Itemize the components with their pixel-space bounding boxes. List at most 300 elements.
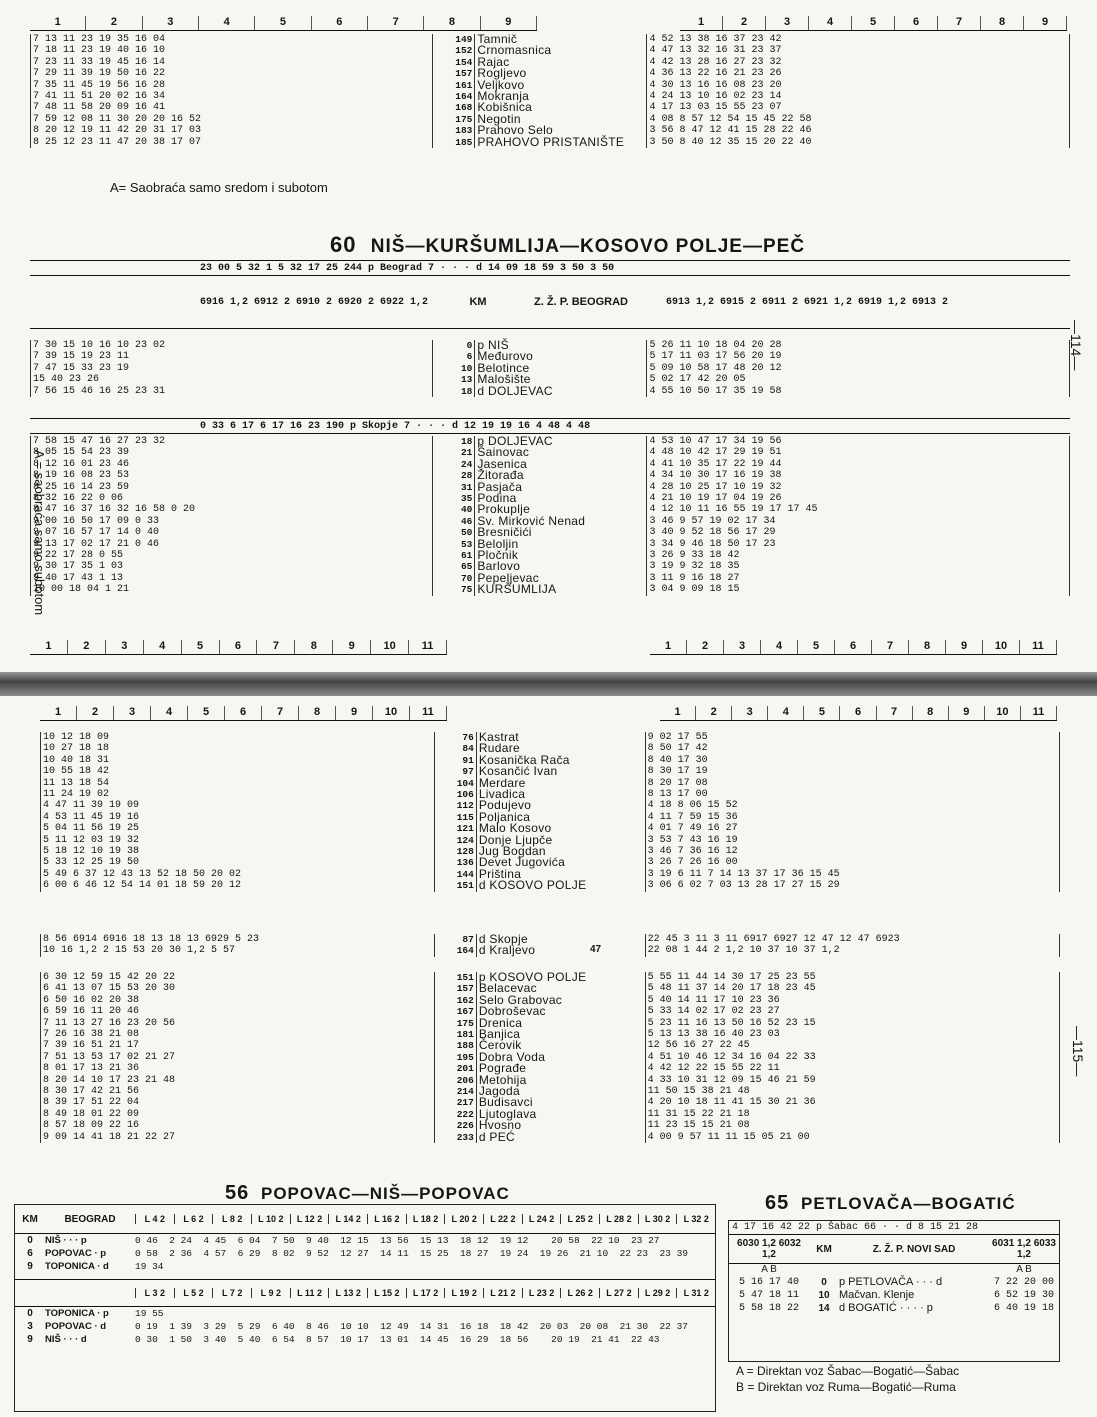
times-right: 3 06 6 02 7 03 13 28 17 27 15 29 [645,880,1059,891]
station-name: p PETLOVAČA · · · d [839,1276,943,1288]
train-number: L 28 2 [599,1214,638,1224]
times-left: 4 47 11 39 19 09 [41,800,435,811]
train-number: L 9 2 [251,1288,290,1298]
train-number: L 10 2 [251,1214,290,1224]
station-name: Sv. Mirković Nenad [475,516,647,527]
station-name: Čerovik [476,1040,645,1051]
times-left: 8 32 16 22 0 06 [31,493,433,504]
times-right: 3 46 7 36 16 12 [645,846,1059,857]
table-nis-doljevac [30,340,1070,397]
train-number: L 6 2 [174,1214,213,1224]
timetable-route: POPOVAC—NIŠ—POPOVAC [260,1184,510,1203]
note-a: A = Direktan voz Šabac—Bogatić—Šabac [736,1364,960,1378]
times-right: 9 02 17 55 [645,732,1059,743]
times-left: 5 04 11 56 19 25 [41,823,435,834]
km-value: 152 [432,45,475,56]
train-number: L 13 2 [328,1288,367,1298]
station-name: Bresničići [475,527,647,538]
ab-right: A B [1016,1264,1032,1275]
column-number: 5 [798,640,835,654]
table-row [41,1063,1060,1074]
times-left: 7 18 11 23 19 40 16 10 [31,45,433,56]
beograd-header: BEOGRAD [64,1213,116,1225]
train-numbers-right: 6913 1,2 6915 2 6911 2 6921 1,2 6919 1,2 6913 2 [666,296,949,308]
times-right: 4 52 13 38 16 37 23 42 [647,34,1070,45]
times-left: 8 01 17 13 21 36 [41,1063,435,1074]
column-number: 6 [220,640,258,654]
table-row [41,1086,1060,1097]
column-number: 9 [336,706,373,720]
km-value: 97 [434,766,476,777]
table-row [729,1289,1059,1302]
beograd-line-text: 23 00 5 32 1 5 32 17 25 244 p Beograd 7 · · · d 14 09 18 59 3 50 3 50 [200,262,615,274]
train-number: L 12 2 [290,1214,329,1224]
column-number: 3 [766,16,809,30]
times-right: 4 41 10 35 17 22 19 44 [647,459,1070,470]
station-name: Banjica [476,1029,645,1040]
table-row [41,789,1060,800]
railway-header: Z. Ž. P. NOVI SAD [872,1243,956,1255]
times-left: 7 56 15 46 16 25 23 31 [31,386,433,397]
station-name: Metohija [476,1075,645,1086]
times-right: 3 40 9 52 18 56 17 29 [647,527,1070,538]
column-numbers-left [40,706,447,721]
table-row [31,351,1070,362]
column-number: 10 [371,640,409,654]
times-right: 6 40 19 18 [993,1303,1054,1314]
column-number: 5 [188,706,225,720]
times: 0 58 2 36 4 57 6 29 8 02 9 52 12 27 14 11 15 25 18 27 19 24 19 26 21 10 22 23 23 39 [135,1248,688,1259]
times-left: 7 48 11 58 20 09 16 41 [31,102,433,113]
station-name: Devet Jugovića [476,857,645,868]
times-right: 4 36 13 22 16 21 23 26 [647,68,1070,79]
times-left: 7 13 11 23 19 35 16 04 [31,34,433,45]
times-right: 5 48 11 37 14 20 17 18 23 45 [645,983,1059,994]
train-number: L 14 2 [328,1214,367,1224]
page-fold [0,672,1097,696]
times-right: 4 21 10 19 17 04 19 26 [647,493,1070,504]
times-right: 3 34 9 46 18 50 17 23 [647,539,1070,550]
times-left: 7 47 15 33 23 19 [31,363,433,374]
train-number: L 15 2 [367,1288,406,1298]
times: 0 19 1 39 3 29 5 29 6 40 8 46 10 10 12 49 14 31 16 18 18 42 20 03 20 08 21 30 22 37 [135,1321,688,1332]
km-header: KM [22,1213,38,1225]
column-number: 6 [840,706,876,720]
station-name: d Kraljevo [476,945,645,956]
times-right: 4 42 12 22 15 55 22 11 [645,1063,1059,1074]
km-value: 6 [27,1248,33,1259]
train-number: L 19 2 [444,1288,483,1298]
page-115 [0,696,1097,1417]
table-row [41,1029,1060,1040]
km-value: 151 [434,880,476,891]
times-right: 4 30 13 16 16 08 23 20 [647,80,1070,91]
times-left: 9 22 17 28 0 55 [31,550,433,561]
km-value: 6 [432,351,475,362]
station-name: Budisavci [476,1097,645,1108]
table-row [31,459,1070,470]
times-right: 3 50 8 40 12 35 15 20 22 40 [647,137,1070,148]
times-left: 7 39 16 51 21 17 [41,1040,435,1051]
times-right: 11 31 15 22 21 18 [645,1109,1059,1120]
station-name: Podujevo [476,800,645,811]
times-left: 11 13 18 54 [41,778,435,789]
times-left: 5 58 18 22 [738,1303,799,1314]
note-a: A= Saobraća samo sredom i subotom [110,180,328,195]
times-right: 8 40 17 30 [645,755,1059,766]
times-right: 4 42 13 28 16 27 23 32 [647,57,1070,68]
train-number: L 11 2 [290,1288,329,1298]
timetable-number: 60 [330,232,357,257]
column-number: 6 [895,16,938,30]
km-value: 136 [434,857,476,868]
station-name: NIŠ · · · d [45,1334,87,1345]
times-right: 4 55 10 50 17 35 19 58 [647,386,1070,397]
train-number: L 24 2 [522,1214,561,1224]
km-value: 214 [434,1086,476,1097]
via-timetable-47: 47 [590,944,602,955]
side-note: A = saobraća samo subotom [32,450,47,616]
station-name: Kosančić Ivan [476,766,645,777]
times-right: 3 11 9 16 18 27 [647,573,1070,584]
column-number: 2 [687,640,724,654]
times-left: 7 41 11 51 20 02 16 34 [31,91,433,102]
column-number: 3 [114,706,151,720]
column-number: 9 [949,706,985,720]
table-row [41,857,1060,868]
table-row [31,57,1070,68]
table-row [41,1109,1060,1120]
km-value: 121 [434,823,476,834]
times-left: 8 25 16 14 23 59 [31,482,433,493]
column-number: 8 [909,640,946,654]
station-name: Poljanica [476,812,645,823]
km-value: 0 [27,1235,33,1246]
times: 19 55 [135,1308,164,1319]
km-value: 206 [434,1075,476,1086]
table-row [15,1307,715,1320]
train-number: L 20 2 [444,1214,483,1224]
column-number: 7 [877,706,913,720]
beograd-connection-line [30,260,1070,276]
station-name: Prokuplje [475,504,647,515]
times-left: 8 47 16 37 16 32 16 58 0 20 [31,504,433,515]
bottom-column-numbers-left [30,640,447,655]
column-number: 5 [255,16,311,30]
km-value: 14 [818,1303,830,1314]
table-row [31,80,1070,91]
times: 19 34 [135,1261,164,1272]
column-number: 9 [946,640,983,654]
column-number: 6 [225,706,262,720]
column-number: 3 [724,640,761,654]
station-name: Crnomasnica [475,45,647,56]
station-name: d Skopje [476,934,645,945]
times-left: 8 25 12 23 11 47 20 38 17 07 [31,137,433,148]
station-name: TOPONICA · d [45,1261,109,1272]
times-right: 3 56 8 47 12 41 15 28 22 46 [647,125,1070,136]
station-name: Merdare [476,778,645,789]
times: 0 46 2 24 4 45 6 04 7 50 9 40 12 15 13 56 15 13 18 12 19 12 20 58 22 10 23 27 [135,1235,660,1246]
km-value: 31 [432,482,475,493]
km-value: 24 [432,459,475,470]
km-value: 188 [434,1040,476,1051]
train-number: L 23 2 [522,1288,561,1298]
column-number: 9 [1024,16,1067,30]
column-number: 4 [809,16,852,30]
km-value: 21 [432,447,475,458]
times-left: 7 51 13 53 17 02 21 27 [41,1052,435,1063]
table-row [31,386,1070,397]
station-name: Beloljin [475,539,647,550]
times-left: 6 00 6 46 12 54 14 01 18 59 20 12 [41,880,435,891]
column-number: 2 [696,706,732,720]
table-row [31,493,1070,504]
station-name: Negotin [475,114,647,125]
times-right: 11 23 15 15 21 08 [645,1120,1059,1131]
column-number: 5 [182,640,220,654]
times-left: 7 59 12 08 11 30 20 20 16 52 [31,114,433,125]
sabac-line: 4 17 16 42 22 p Šabac 66 · · d 8 15 21 28 [729,1221,1059,1235]
column-number: 1 [660,706,696,720]
column-number: 9 [333,640,371,654]
table-row [41,1075,1060,1086]
times-right: 4 11 7 59 15 36 [645,812,1059,823]
table-row [41,835,1060,846]
column-number: 5 [804,706,840,720]
times-right: 4 20 10 18 11 41 15 30 21 36 [645,1097,1059,1108]
times-left: 6 41 13 07 15 53 20 30 [41,983,435,994]
times-right: 4 01 7 49 16 27 [645,823,1059,834]
rows-1 [15,1234,715,1273]
km-value: 9 [27,1261,33,1272]
km-value: 106 [434,789,476,800]
table-kursumlija-kosovo [40,732,1060,892]
times-left: 10 27 18 18 [41,743,435,754]
table-row [41,1052,1060,1063]
column-number: 4 [768,706,804,720]
table-row [31,584,1070,595]
station-name: Jug Bogdan [476,846,645,857]
times-right: 3 19 9 32 18 35 [647,561,1070,572]
km-value: 175 [432,114,475,125]
times-right: 3 26 7 26 16 00 [645,857,1059,868]
km-value: 53 [432,539,475,550]
station-name: Međurovo [475,351,647,362]
times-left: 8 20 14 10 17 23 21 48 [41,1075,435,1086]
skopje-connection-line [30,418,1070,434]
times-left: 7 30 15 10 16 10 23 02 [31,340,433,351]
train-number: L 27 2 [599,1288,638,1298]
station-name: TOPONICA · p [45,1308,109,1319]
table-row [31,340,1070,351]
column-number: 3 [106,640,144,654]
times-left: 6 59 16 11 20 46 [41,1006,435,1017]
times-left: 5 11 12 03 19 32 [41,835,435,846]
km-value: 164 [434,945,476,956]
times-left: 8 56 6914 6916 18 13 18 13 6929 5 23 [41,934,435,945]
railway-header: Z. Ž. P. BEOGRAD [534,296,628,308]
table-row [31,91,1070,102]
table-row [15,1333,715,1346]
times-right: 4 51 10 46 12 34 16 04 22 33 [645,1052,1059,1063]
station-name: d PEĆ [476,1132,645,1143]
times-right: 4 08 8 57 12 54 15 45 22 58 [647,114,1070,125]
trains-header-2 [135,1288,715,1298]
table-row [31,447,1070,458]
times-right: 5 17 11 03 17 56 20 19 [647,351,1070,362]
station-name: Veljkovo [475,80,647,91]
table-row [31,363,1070,374]
table-row [31,482,1070,493]
column-number: 7 [257,640,295,654]
trains-header-1 [135,1214,715,1224]
table-row [41,766,1060,777]
times-left: 10 55 18 42 [41,766,435,777]
km-value: 151 [434,972,476,983]
table-row [41,778,1060,789]
column-number: 7 [368,16,424,30]
column-number: 8 [981,16,1024,30]
skopje-line-text: 0 33 6 17 6 17 16 23 190 p Skopje 7 · · · d 12 19 19 16 4 48 4 48 [200,420,591,432]
times-right: 5 13 13 38 16 40 23 03 [645,1029,1059,1040]
station-name: Donje Ljupče [476,835,645,846]
station-name: KURŠUMLIJA [475,584,647,595]
station-name: Priština [476,869,645,880]
column-number: 4 [144,640,182,654]
times-right: 4 00 9 57 11 11 15 05 21 00 [645,1132,1059,1143]
table-row [41,1006,1060,1017]
km-header: KM [469,296,487,308]
timetable-route: NIŠ—KURŠUMLIJA—KOSOVO POLJE—PEČ [370,236,806,257]
times-left: 7 39 15 19 23 11 [31,351,433,362]
column-number: 4 [199,16,255,30]
km-value: 91 [434,755,476,766]
table-prahovo [30,34,1070,148]
times-right: 5 23 11 16 13 50 16 52 23 15 [645,1018,1059,1029]
table-row [41,880,1060,891]
times-right: 3 19 6 11 7 14 13 37 17 36 15 45 [645,869,1059,880]
station-name: p NIŠ [475,340,647,351]
column-number: 10 [985,706,1021,720]
train-number: L 22 2 [483,1214,522,1224]
km-value: 0 [432,340,475,351]
km-value: 222 [434,1109,476,1120]
station-name: Podina [475,493,647,504]
times-left: 9 07 16 57 17 14 0 40 [31,527,433,538]
km-value: 112 [434,800,476,811]
train-number: L 4 2 [135,1214,174,1224]
times-left: 8 19 16 08 23 53 [31,470,433,481]
times-left: 10 12 18 09 [41,732,435,743]
column-number: 7 [938,16,981,30]
times: 0 30 1 50 3 40 5 40 6 54 8 57 10 17 13 01 14 45 16 29 18 56 20 19 21 41 22 43 [135,1334,660,1345]
page-114 [0,0,1097,672]
ab-left: A B [761,1264,777,1275]
times-right: 8 20 17 08 [645,778,1059,789]
times-left: 6 30 12 59 15 42 20 22 [41,972,435,983]
km-value: 13 [432,374,475,385]
table-row [41,934,1060,945]
km-value: 217 [434,1097,476,1108]
train-number: L 18 2 [406,1214,445,1224]
times-left: 15 40 23 26 [31,374,433,385]
rows-2 [15,1307,715,1346]
times-right: 4 48 10 42 17 29 19 51 [647,447,1070,458]
column-number: 9 [481,16,537,30]
column-number: 11 [409,640,447,654]
column-number: 1 [680,16,723,30]
times-right: 8 13 17 00 [645,789,1059,800]
times-right: 5 33 14 02 17 02 23 27 [645,1006,1059,1017]
station-name: Rudare [476,743,645,754]
times-right: 5 09 10 58 17 48 20 12 [647,363,1070,374]
column-number: 8 [295,640,333,654]
column-number: 8 [913,706,949,720]
times-left: 8 12 16 01 23 46 [31,459,433,470]
km-value: 157 [432,68,475,79]
km-value: 35 [432,493,475,504]
station-name: Livadica [476,789,645,800]
station-name: Mokranja [475,91,647,102]
train-header-row [30,276,1070,329]
station-name: Žitorađa [475,470,647,481]
km-value: 115 [434,812,476,823]
table-row [31,436,1070,447]
station-name: d BOGATIĆ · · · · p [839,1302,933,1314]
table-row [41,1120,1060,1131]
times-left: 8 20 12 19 11 42 20 31 17 03 [31,125,433,136]
km-value: 10 [432,363,475,374]
column-number: 4 [761,640,798,654]
column-number: 1 [40,706,77,720]
times-right: 4 34 10 30 17 16 19 38 [647,470,1070,481]
times-right: 22 08 1 44 2 1,2 10 37 10 37 1,2 [645,945,1059,956]
station-name: Belotince [475,363,647,374]
km-value: 84 [434,743,476,754]
table-row [31,45,1070,56]
times-left: 6 50 16 02 20 38 [41,995,435,1006]
page-number: —114— [1068,320,1084,371]
km-value: 61 [432,550,475,561]
station-name: Prahovo Selo [475,125,647,136]
times-left: 5 47 18 11 [738,1290,799,1301]
times-right: 4 12 10 11 16 55 19 17 17 45 [647,504,1070,515]
table-row [41,732,1060,743]
times-left: 8 39 17 51 22 04 [41,1097,435,1108]
column-number: 7 [262,706,299,720]
times-left: 7 11 13 27 16 23 20 56 [41,1018,435,1029]
times-right: 3 26 9 33 18 42 [647,550,1070,561]
station-name: Dobroševac [476,1006,645,1017]
km-value: 201 [434,1063,476,1074]
station-name: Jasenica [475,459,647,470]
times-right: 4 24 13 10 16 02 23 14 [647,91,1070,102]
timetable-number: 56 [225,1182,250,1204]
column-number: 8 [299,706,336,720]
train-number: L 30 2 [638,1214,677,1224]
column-number: 1 [30,16,86,30]
table-row [31,527,1070,538]
times-left: 8 05 15 54 23 39 [31,447,433,458]
station-name: Šainovac [475,447,647,458]
km-value: 168 [432,102,475,113]
km-value: 128 [434,846,476,857]
times-right: 4 53 10 47 17 34 19 56 [647,436,1070,447]
column-numbers-right [680,16,1067,31]
times-right: 4 18 8 06 15 52 [645,800,1059,811]
times-right: 4 17 13 03 15 55 23 07 [647,102,1070,113]
